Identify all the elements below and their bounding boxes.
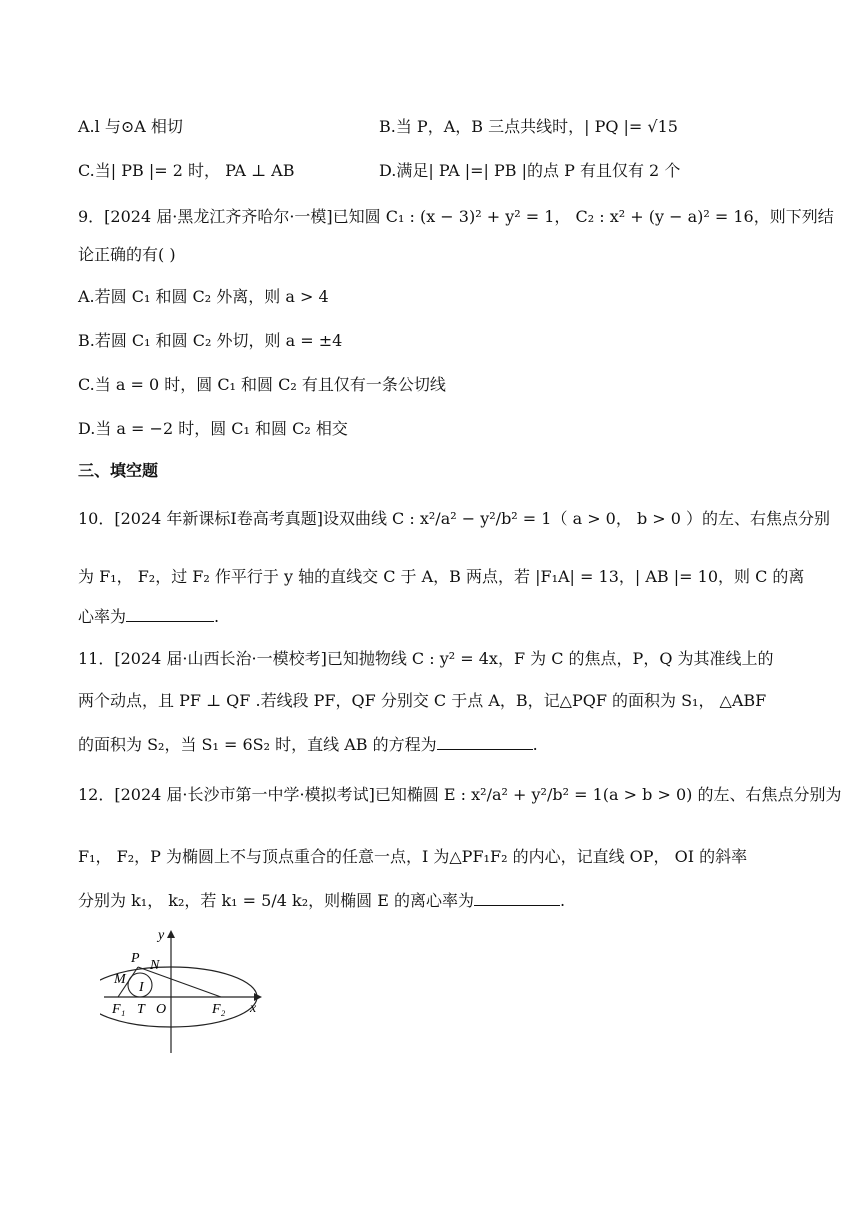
label-t: T <box>137 1002 145 1017</box>
q12-line3-end: . <box>559 891 566 910</box>
q12-stem-line2: F₁， F₂，P 为椭圆上不与顶点重合的任意一点，I 为△PF₁F₂ 的内心，记直线 OP， OI 的斜率 <box>78 847 748 866</box>
q9-option-d: D.当 a = −2 时，圆 C₁ 和圆 C₂ 相交 <box>78 419 348 438</box>
q10-stem-line1: 10．[2024 年新课标Ⅰ卷高考真题]设双曲线 C : x²/a² − y²/b² = 1（ a > 0， b > 0 ）的左、右焦点分别 <box>78 509 831 528</box>
q11-answer-blank[interactable] <box>437 735 533 750</box>
q11-stem-line1: 11．[2024 届·山西长治·一模校考]已知抛物线 C : y² = 4x，F 为 C 的焦点，P，Q 为其准线上的 <box>78 649 774 668</box>
q9-stem-line1: 9．[2024 届·黑龙江齐齐哈尔·一模]已知圆 C₁ : (x − 3)² + y² = 1， C₂ : x² + (y − a)² = 16，则下列结 <box>78 207 834 226</box>
q11-stem-line2: 两个动点，且 PF ⊥ QF .若线段 PF，QF 分别交 C 于点 A，B，记△PQF 的面积为 S₁， △ABF <box>78 691 767 710</box>
label-p: P <box>131 951 140 966</box>
q9-stem-line2: 论正确的有( ) <box>78 245 176 264</box>
section-heading: 三、填空题 <box>78 461 159 480</box>
label-x: x <box>250 1001 257 1016</box>
q10-stem-line3 <box>78 606 219 628</box>
q11-line3-end: . <box>532 735 538 754</box>
option-c-prev: C.当| PB |= 2 时， PA ⊥ AB <box>78 161 295 180</box>
q12-answer-blank[interactable] <box>474 891 560 906</box>
label-n: N <box>150 958 160 973</box>
q12-stem-line1: 12．[2024 届·长沙市第一中学·模拟考试]已知椭圆 E : x²/a² + y²/b² = 1(a > b > 0) 的左、右焦点分别为 <box>78 785 842 804</box>
label-m: M <box>114 972 126 987</box>
q10-line3-text: 心率为 <box>78 607 127 626</box>
q10-answer-blank[interactable] <box>126 607 214 622</box>
q11-line3-text: 的面积为 S₂，当 S₁ = 6S₂ 时，直线 AB 的方程为 <box>78 735 437 754</box>
q9-option-a: A.若圆 C₁ 和圆 C₂ 外离，则 a > 4 <box>78 287 329 306</box>
q9-option-c: C.当 a = 0 时，圆 C₁ 和圆 C₂ 有且仅有一条公切线 <box>78 375 446 394</box>
label-i: I <box>139 980 144 995</box>
q12-stem-line3 <box>78 890 565 912</box>
q10-line3-end: . <box>214 607 220 626</box>
q12-line3-text: 分别为 k₁， k₂，若 k₁ = 5/4 k₂，则椭圆 E 的离心率为 <box>78 891 474 910</box>
label-f1: F₁ <box>112 1002 126 1017</box>
x-axis-arrow <box>254 993 262 1001</box>
q11-stem-line3 <box>78 734 538 756</box>
option-d-prev: D.满足| PA |=| PB |的点 P 有且仅有 2 个 <box>379 161 681 180</box>
option-b-prev: B.当 P，A，B 三点共线时，| PQ |= √15 <box>379 117 678 136</box>
y-axis-arrow <box>167 930 175 938</box>
label-f2: F₂ <box>212 1002 226 1017</box>
label-y: y <box>158 928 165 943</box>
ellipse-figure <box>100 925 270 1057</box>
label-o: O <box>156 1002 167 1017</box>
q10-stem-line2: 为 F₁， F₂，过 F₂ 作平行于 y 轴的直线交 C 于 A，B 两点，若 |F₁A| = 13，| AB |= 10，则 C 的离 <box>78 567 805 586</box>
option-a-prev: A.l 与⊙A 相切 <box>78 117 183 136</box>
q9-option-b: B.若圆 C₁ 和圆 C₂ 外切，则 a = ±4 <box>78 331 343 350</box>
